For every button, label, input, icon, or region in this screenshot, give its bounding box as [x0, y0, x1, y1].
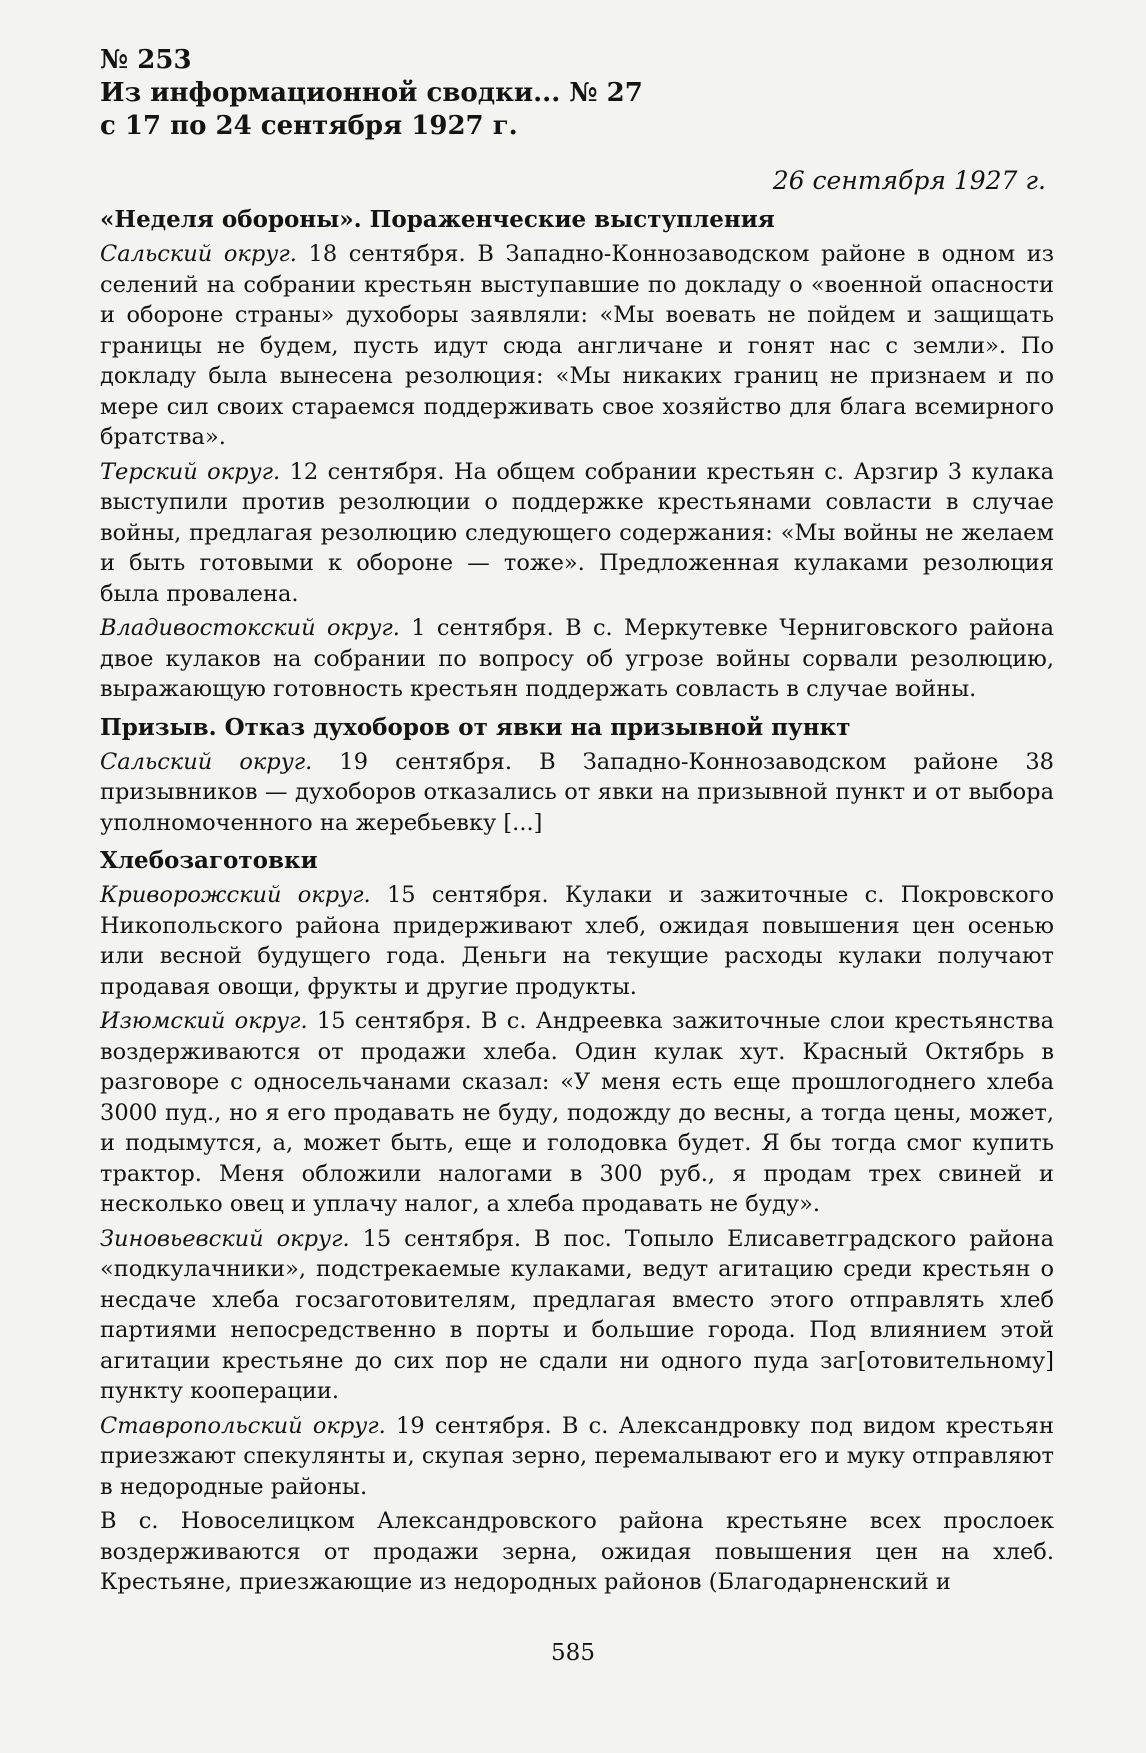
- entry-text: 12 сентября. На общем собрании крестьян с. Арзгир 3 кулака выступили против резолюции о поддержке крестьянами совласти в случае войны, предлагая резолюцию следующего содержания: «Мы войны не желаем и быть готовыми к обороне — тоже». Предложенная кулаками резолюция была провалена.: [100, 458, 1055, 607]
- document-title-line-1: Из информационной сводки... № 27: [100, 78, 643, 108]
- okrug-name: Владивостокский округ.: [100, 615, 400, 641]
- entry-text: 15 сентября. Кулаки и зажиточные с. Покровского Никопольского района придерживают хлеб, ожидая повышения цен осенью или весной будущего года. Деньги на текущие расходы кулаки получают продавая овощи, фрукты и другие продукты.: [100, 882, 1055, 1000]
- report-entry: [100, 1411, 1054, 1503]
- okrug-name: Криворожский округ.: [100, 882, 371, 908]
- entry-text: В с. Новоселицком Александровского района крестьяне всех прослоек воздерживаются от продажи зерна, ожидая повышения цен на хлеб. Крестьяне, приезжающие из недородных районов (Благодарненский и: [100, 1508, 1054, 1595]
- okrug-name: Зиновьевский округ.: [100, 1225, 350, 1252]
- section-title-defense-week: «Неделя обороны». Пораженческие выступления: [100, 206, 775, 233]
- okrug-name: Изюмский округ.: [100, 1008, 308, 1034]
- okrug-name: Терский округ.: [100, 458, 281, 485]
- report-entry: [100, 613, 1054, 705]
- okrug-name: Сальский округ.: [100, 748, 313, 775]
- okrug-name: Сальский округ.: [100, 241, 297, 267]
- report-entry: [100, 1224, 1054, 1407]
- entry-text: 15 сентября. В пос. Топыло Елисаветградского района «подкулачники», подстрекаемые кулаками, ведут агитацию среди крестьян о несдаче хлеба госзаготовителям, предлагая вместо этого отправлять хлеб партиями непосредственно в порты и большие города. Под влиянием этой агитации крестьяне до сих пор не сдали ни одного пуда заг[отовительному] пункту кооперации.: [100, 1225, 1054, 1404]
- report-entry: [100, 239, 1054, 453]
- report-entry: [100, 1506, 1054, 1598]
- document-date: 26 сентября 1927 г.: [772, 166, 1046, 195]
- report-entry: [100, 1006, 1054, 1220]
- report-entry: [100, 747, 1054, 839]
- entry-text: 19 сентября. В Западно-Коннозаводском районе 38 призывников — духоборов отказались от явки на призывной пункт и от выбора уполномоченного на жеребьевку [...]: [100, 748, 1054, 836]
- okrug-name: Ставропольский округ.: [100, 1412, 386, 1439]
- section-title-conscription: Призыв. Отказ духоборов от явки на призывной пункт: [100, 713, 851, 741]
- entry-text: 15 сентября. В с. Андреевка зажиточные слои крестьянства воздерживаются от продажи хлеба. Один кулак хут. Красный Октябрь в разговоре с односельчанами сказал: «У меня есть еще прошлогоднего хлеба 3000 пуд., но я его продавать не буду, подожду до весны, а тогда цены, может, и подымутся, а, может быть, еще и голодовка будет. Я бы тогда смог купить трактор. Меня обложили налогами в 300 руб., я продам трех свиней и несколько овец и уплачу налог, а хлеба продавать не буду».: [100, 1008, 1054, 1217]
- entry-text: 18 сентября. В Западно-Коннозаводском районе в одном из селений на собрании крестьян выступавшие по докладу о «военной опасности и обороне страны» духоборы заявляли: «Мы воевать не пойдем и защищать границы не будем, пусть идут сюда англичане и гонят нас с земли». По докладу была вынесена резолюция: «Мы никаких границ не признаем и по мере сил своих стараемся поддерживать свое хозяйство для блага всемирного братства».: [100, 241, 1055, 450]
- entry-text: 19 сентября. В с. Александровку под видом крестьян приезжают спекулянты и, скупая зерно, перемалывают его и муку отправляют в недородные районы.: [100, 1412, 1054, 1500]
- document-number: № 253: [100, 45, 192, 75]
- document-header: [100, 44, 1054, 143]
- section-title-grain-procurement: Хлебозаготовки: [100, 847, 318, 874]
- report-entry: [100, 457, 1054, 610]
- report-entry: [100, 880, 1054, 1002]
- entry-text: 1 сентября. В с. Меркутевке Черниговского района двое кулаков на собрании по вопросу об угрозе войны сорвали резолюцию, выражающую готовность крестьян поддержать совласть в случае войны.: [100, 615, 1054, 702]
- document-title-line-2: с 17 по 24 сентября 1927 г.: [100, 111, 518, 141]
- page-number: 585: [551, 1640, 595, 1666]
